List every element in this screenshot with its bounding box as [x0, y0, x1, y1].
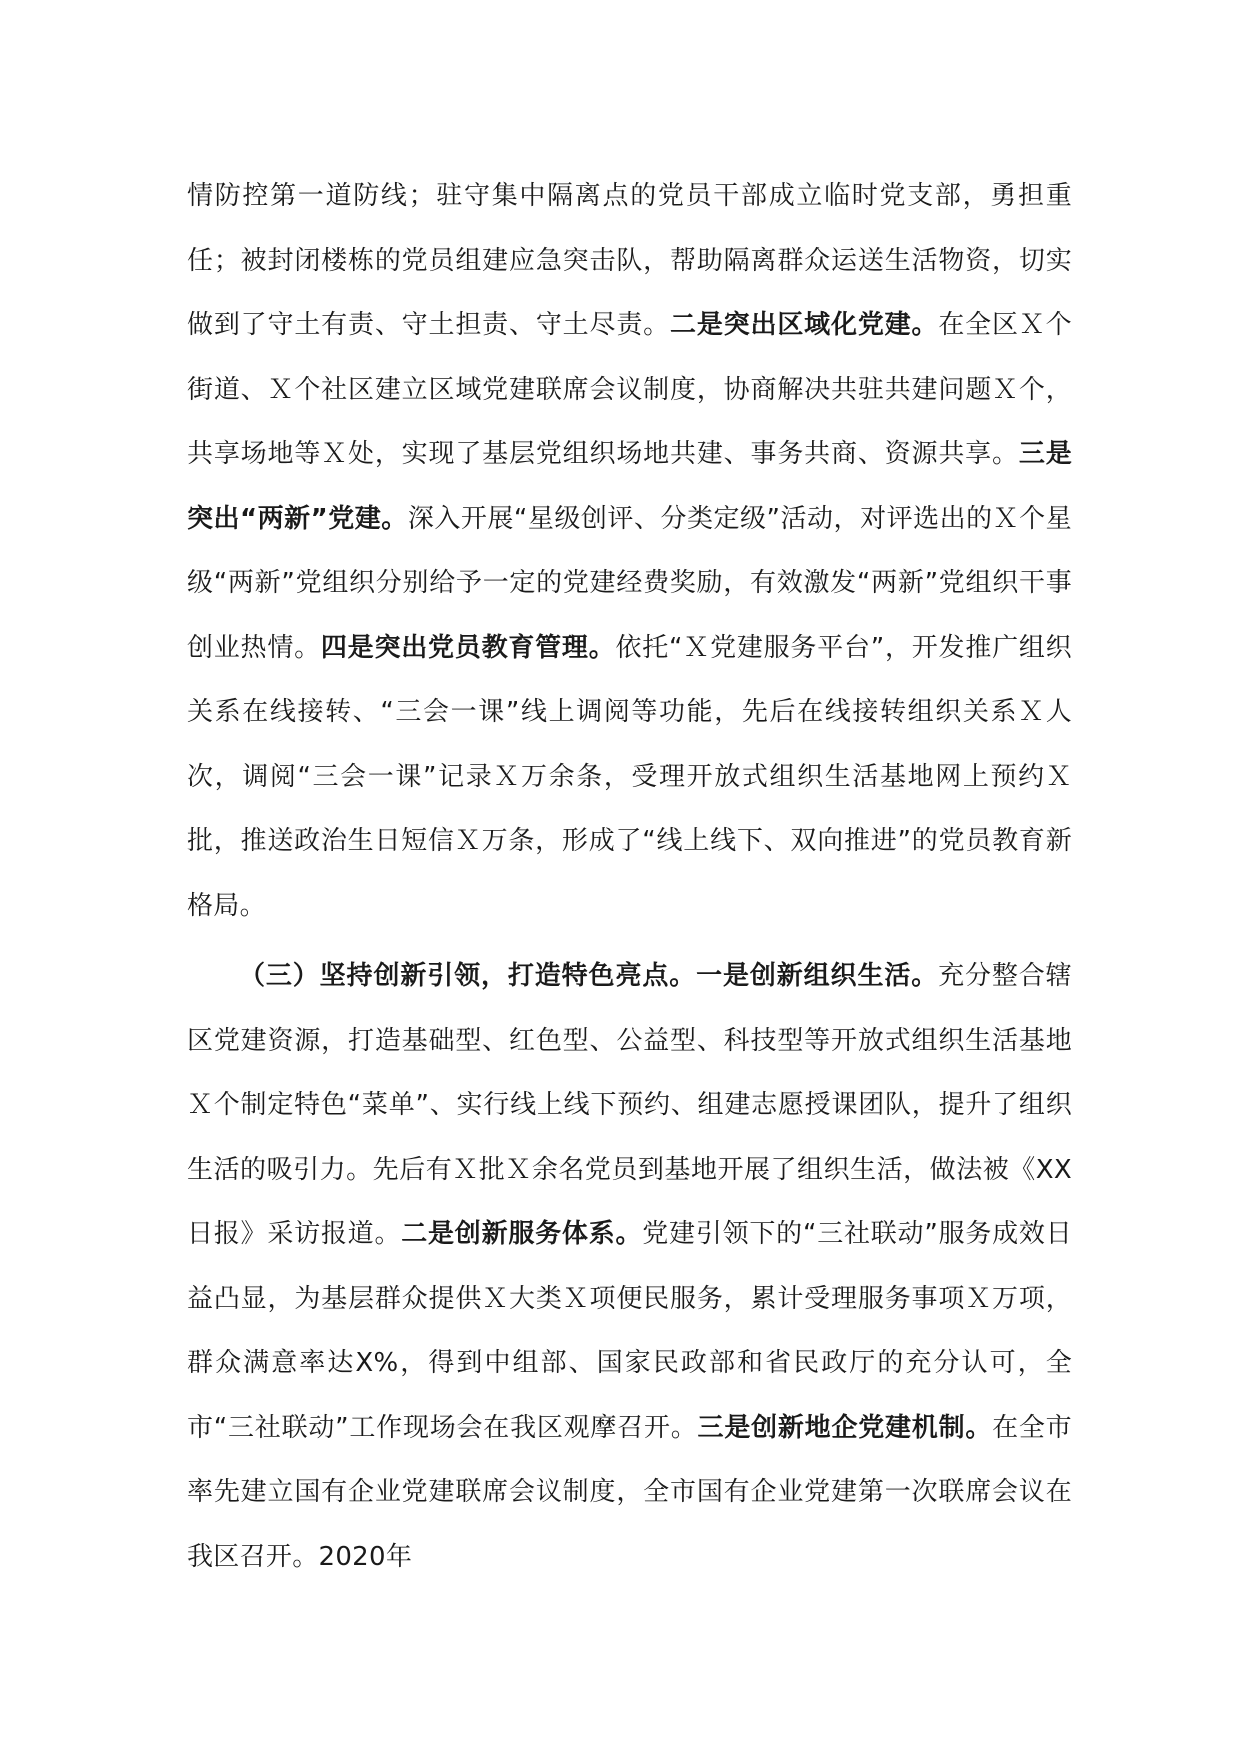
section-heading-segment: （三）坚持创新引领，打造特色亮点。一是创新组织生活。: [239, 961, 939, 991]
bold-heading-segment: 三是突出“两新”党建。: [187, 439, 1072, 534]
text-segment: 充分整合辖区党建资源，打造基础型、红色型、公益型、科技型等开放式组织生活基地Ｘ个制定特色“菜单”、实行线上线下预约、组建志愿授课团队，提升了组织生活的吸引力。先后有Ｘ批Ｘ余名党员到基地开展了组织生活，做法被《XX日报》采访报道。: [187, 961, 1072, 1249]
text-segment: 在全市率先建立国有企业党建联席会议制度，全市国有企业党建第一次联席会议在我区召开。2020年: [187, 1412, 1072, 1572]
text-segment: 在全区Ｘ个街道、Ｘ个社区建立区域党建联席会议制度，协商解决共驻共建问题Ｘ个，共享场地等Ｘ处，实现了基层党组织场地共建、事务共商、资源共享。: [187, 310, 1072, 469]
text-segment: 依托“Ｘ党建服务平台”，开发推广组织关系在线接转、“三会一课”线上调阅等功能，先后在线接转组织关系Ｘ人次，调阅“三会一课”记录Ｘ万余条，受理开放式组织生活基地网上预约Ｘ批，推送政治生日短信Ｘ万条，形成了“线上线下、双向推进”的党员教育新格局。: [187, 632, 1072, 921]
body-paragraph: [187, 164, 1072, 938]
body-paragraph: [187, 944, 1072, 1589]
text-segment: 情防控第一道防线；驻守集中隔离点的党员干部成立临时党支部，勇担重任；被封闭楼栋的党员组建应急突击队，帮助隔离群众运送生活物资，切实做到了守土有责、守土担责、守土尽责。: [187, 181, 1072, 340]
bold-heading-segment: 三是创新地企党建机制。: [697, 1412, 993, 1443]
bold-heading-segment: 二是创新服务体系。: [401, 1219, 643, 1249]
bold-heading-segment: 四是突出党员教育管理。: [320, 632, 616, 663]
document-page: [187, 164, 1072, 1589]
text-segment: 党建引领下的“三社联动”服务成效日益凸显，为基层群众提供Ｘ大类Ｘ项便民服务，累计受理服务事项Ｘ万项，群众满意率达X%，得到中组部、国家民政部和省民政厅的充分认可，全市“三社联动”工作现场会在我区观摩召开。: [187, 1219, 1073, 1443]
text-segment: 深入开展“星级创评、分类定级”活动，对评选出的Ｘ个星级“两新”党组织分别给予一定的党建经费奖励，有效激发“两新”党组织干事创业热情。: [187, 503, 1072, 663]
bold-heading-segment: 二是突出区域化党建。: [670, 310, 939, 340]
